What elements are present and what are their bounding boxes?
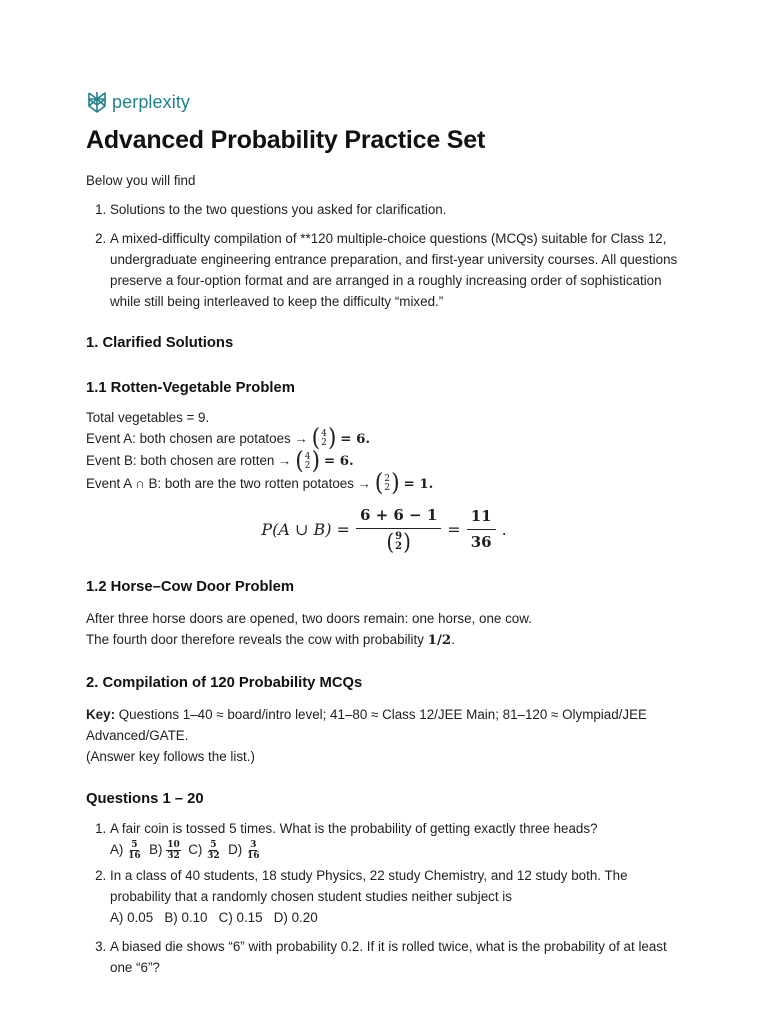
text-line: Event A ∩ B: both are the two rotten potatoes → ( 2 2 ) = 1.: [86, 470, 434, 498]
text-line: Event B: both chosen are rotten → ( 4 2 ) = 6.: [86, 447, 354, 476]
intro-text: Below you will find: [86, 173, 196, 188]
key-block: [86, 704, 682, 767]
text-line: Event A: both chosen are potatoes → ( 4 2 ) = 6.: [86, 425, 371, 453]
question-options: A) 0.05 B) 0.10 C) 0.15 D) 0.20: [110, 910, 318, 926]
list-item: 3. A biased die shows “6” with probability 0.2. If it is rolled twice, what is the probability of at least one “6”?: [110, 936, 682, 978]
key-line: Key: Questions 1–40 ≈ board/intro level; 41–80 ≈ Class 12/JEE Main; 81–120 ≈ Olympiad/JEE Advanced/GATE.: [86, 707, 647, 744]
perplexity-logo-icon: [86, 90, 108, 114]
brand-logo: [86, 90, 190, 114]
equation-fraction: 6 + 6 − 1 ( 9 2 ): [356, 505, 441, 553]
page-title: Advanced Probability Practice Set: [86, 126, 486, 154]
section-heading-clarified: 1. Clarified Solutions: [86, 335, 234, 351]
question-list: [86, 818, 682, 978]
fraction: $\frac{3}{16}$: [246, 840, 260, 862]
fraction: $\frac{10}{32}$: [167, 840, 180, 862]
intro-list: [86, 199, 682, 312]
horse-cow-solution: [86, 608, 682, 651]
binomial-4-2: ( 4 2 ): [295, 447, 321, 476]
rotten-solution: [86, 407, 682, 555]
question-options: A) $\frac{5}{16}$ B) $\frac{10}{32}$ C) $\frac{5}{32}$ D) $\frac{3}{16}$: [110, 840, 260, 862]
union-equation: P(A ∪ B) = 6 + 6 − 1 ( 9 2 ) = $\frac{11}{36}$ .: [261, 506, 507, 556]
document-body: [86, 170, 682, 978]
text-line: After three horse doors are opened, two doors remain: one horse, one cow.: [86, 611, 532, 627]
list-item: 2. A mixed-difficulty compilation of **120 multiple-choice questions (MCQs) suitable for Class 12, undergraduate engineering entrance preparation, and first-year university courses. All questions preserve a four-option format and are arranged in a roughly increasing order of sophistication while still being interleaved to keep the difficulty “mixed.”: [110, 228, 682, 312]
binomial-4-2: ( 4 2 ): [311, 425, 337, 453]
brand-name: perplexity: [112, 91, 191, 112]
subsection-heading-horse-cow: 1.2 Horse–Cow Door Problem: [86, 579, 295, 596]
questions-heading: Questions 1 – 20: [86, 791, 204, 808]
fraction: $\frac{5}{32}$: [207, 840, 220, 862]
section-heading-compilation: 2. Compilation of 120 Probability MCQs: [86, 675, 363, 692]
text-line: The fourth door therefore reveals the cow with probability 1/2.: [86, 632, 455, 649]
binomial-2-2: ( 2 2 ): [374, 470, 400, 498]
key-note: (Answer key follows the list.): [86, 749, 255, 765]
list-item: 1. Solutions to the two questions you asked for clarification.: [110, 199, 682, 220]
subsection-heading-rotten: 1.1 Rotten-Vegetable Problem: [86, 380, 295, 396]
list-item: 2. In a class of 40 students, 18 study Physics, 22 study Chemistry, and 12 study both. The probability that a randomly chosen student studies neither subject is A) 0.05 B) 0.10 C) 0.15 D) 0.20: [110, 865, 682, 928]
list-item: 1. A fair coin is tossed 5 times. What is the probability of getting exactly three heads? A) $\frac{5}{16}$ B) $\frac{10}{32}$ C) $\frac{5}{32}$ D) $\frac{3}{16}$: [110, 818, 682, 861]
equation-result: $\frac{11}{36}$: [467, 506, 496, 553]
text-line: Total vegetables = 9.: [86, 410, 210, 425]
fraction: $\frac{5}{16}$: [128, 840, 141, 862]
